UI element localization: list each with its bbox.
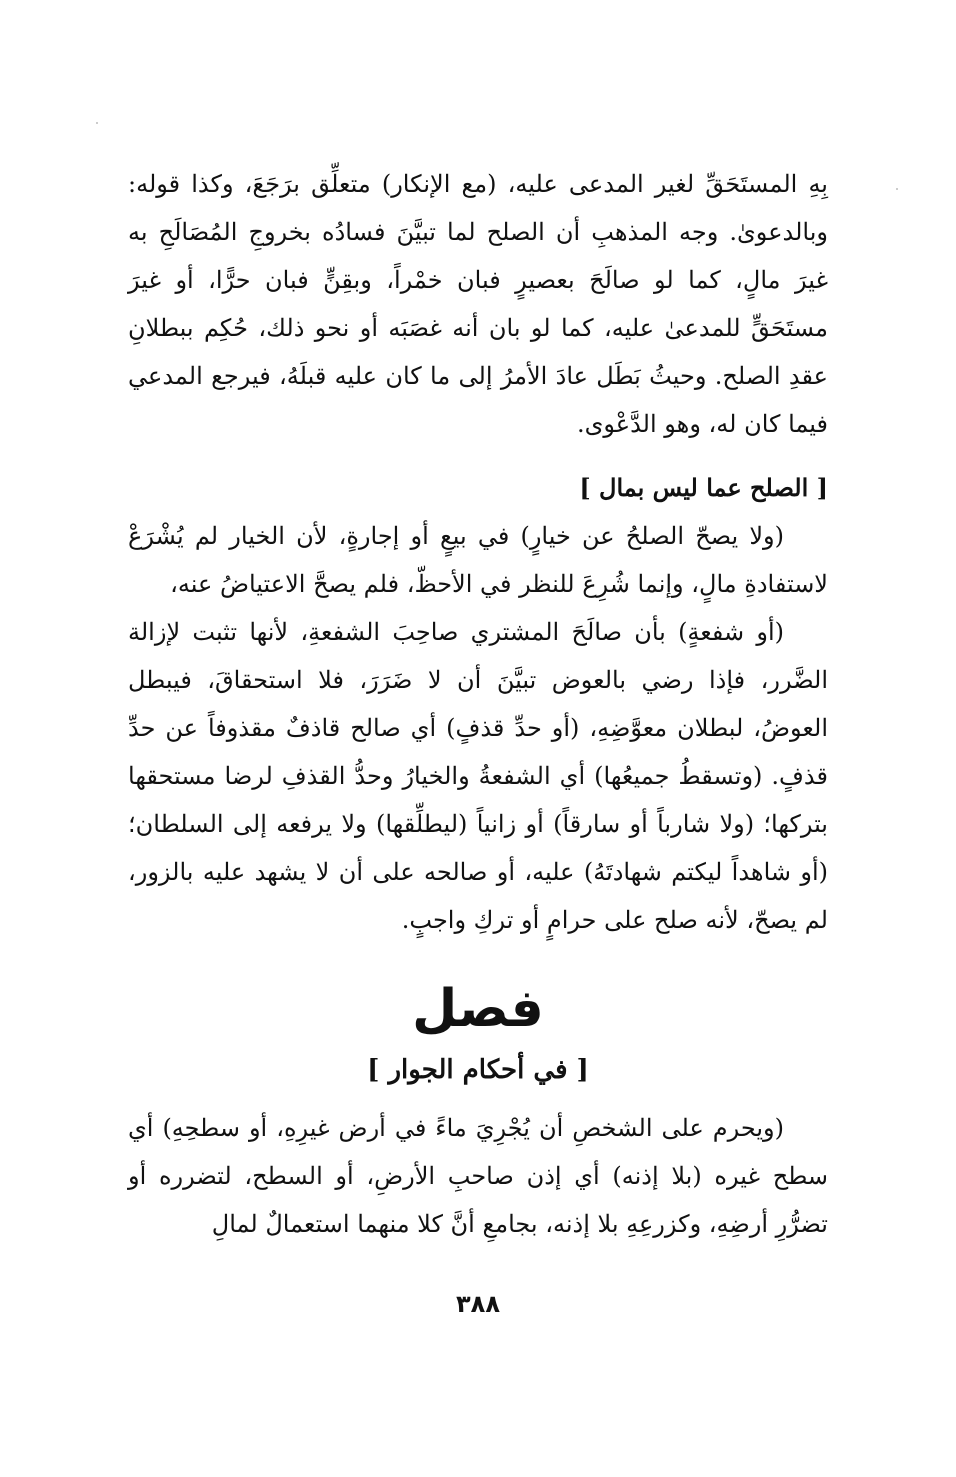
- chapter-heading-neighbor-rules: [ في أحكام الجوار ]: [367, 1055, 589, 1085]
- section-heading-reconciliation-non-property: [ الصلح عما ليس بمال ]: [579, 473, 828, 502]
- fasl-chapter-title: فصل: [412, 979, 544, 1039]
- paragraph-2: (ولا يصحّ الصلحُ عن خيارٍ) في بيعٍ أو إجارةٍ، لأن الخيار لم يُشْرَعْ لاستفادةِ مالٍ، وإنما شُرِعَ للنظر في الأحظّ، فلم يصحَّ الاعتياضُ عنه،: [128, 522, 828, 598]
- book-page-body: [128, 160, 828, 1248]
- scan-speck: [896, 188, 898, 190]
- paragraph-1: بِهِ المستَحَقِّ لغير المدعى عليه، (مع الإنكار) متعلِّق برَجَعَ، وكذا قوله: وبالدعوىٰ. وجه المذهبِ أن الصلح لما تبيَّنَ فسادُه بخروجِ المُصَالَحِ به غيرَ مالٍ، كما لو صالَحَ بعصيرٍ فبان خمْراً، وبقِنٍّ فبان حرًّا، أو غيرَ مستَحَقٍّ للمدعىٰ عليه، كما لو بان أنه غصَبَه أو نحو ذلك، حُكِم ببطلانِ عقدِ الصلح. وحيثُ بَطَل عادَ الأمرُ إلى ما كان عليه قبلَهُ، فيرجع المدعي فيما كان له، وهو الدَّعْوى.: [128, 170, 828, 438]
- page-number: ٣٨٨: [456, 1290, 500, 1318]
- paragraph-4: (ويحرم على الشخصِ أن يُجْرِيَ ماءً في أرض غيرِهِ، أو سطحِهِ) أي سطح غيره (بلا إذنه) أي إذن صاحبِ الأرضِ، أو السطح، لتضرره أو تضرُّرِ أرضِهِ، وكزرعِهِ بلا إذنه، بجامعِ أنَّ كلا منهما استعمالٌ لمالِ: [128, 1114, 828, 1238]
- chapter-ornament-block: [128, 974, 828, 1096]
- paragraph-3: (أو شفعةٍ) بأن صالَحَ المشتري صاحِبَ الشفعةِ، لأنها تثبت لإزالة الضَّرر، فإذا رضي بالعوض تبيَّنَ أن لا ضَرَرَ، فلا استحقاقَ، فيبطل العوضُ، لبطلان معوَّضِهِ، (أو حدِّ قذفٍ) أي صالح قاذفٌ مقذوفاً عن حدِّ قذفٍ. (وتسقطُ جميعُها) أي الشفعةُ والخيارُ وحدُّ القذفِ لرضا مستحقها بتركها؛ (ولا شارباً أو سارقاً) أو زانياً (ليطلِّقها) ولا يرفعه إلى السلطان؛ (أو شاهداً ليكتم شهادتَهُ) عليه، أو صالحه على أن لا يشهد عليه بالزور، لم يصحّ، لأنه صلح على حرامٍ أو تركِ واجبٍ.: [128, 618, 828, 934]
- scan-speck: [96, 122, 98, 124]
